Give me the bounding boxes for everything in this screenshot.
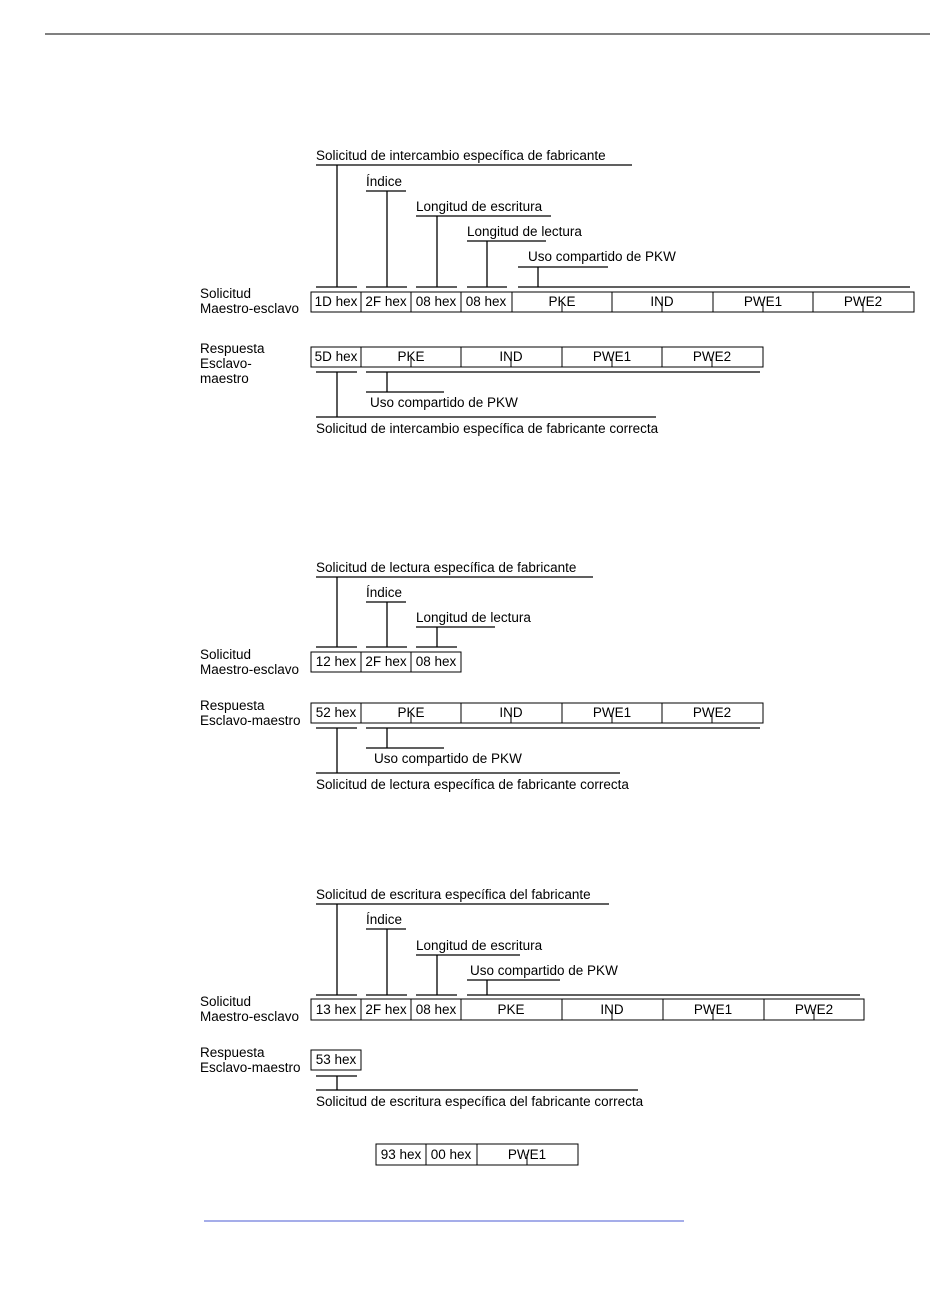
frame-cell: PKE bbox=[397, 705, 425, 720]
request-label-line2: Maestro-esclavo bbox=[200, 1009, 300, 1024]
exchange-request-title: Solicitud de intercambio específica de fabricante bbox=[316, 148, 606, 163]
diagram-read bbox=[200, 560, 763, 792]
response-label-line3: maestro bbox=[200, 371, 249, 386]
diagram-exchange bbox=[200, 148, 914, 436]
response-label-line2: Esclavo- bbox=[200, 356, 252, 371]
frame-cell: PWE1 bbox=[693, 1002, 733, 1017]
frame-cell: IND bbox=[499, 705, 523, 720]
pkw-share-label: Uso compartido de PKW bbox=[470, 963, 618, 978]
frame-cell: 08 hex bbox=[415, 654, 457, 669]
frame-cell: 2F hex bbox=[365, 1002, 407, 1017]
request-label-line2: Maestro-esclavo bbox=[200, 301, 300, 316]
frame-cell: 13 hex bbox=[315, 1002, 357, 1017]
frame-cell: 2F hex bbox=[365, 654, 407, 669]
read-request-title: Solicitud de lectura específica de fabricante bbox=[316, 560, 577, 575]
response-pkw-share-label: Uso compartido de PKW bbox=[370, 395, 518, 410]
frame-cell: 08 hex bbox=[415, 294, 457, 309]
frame-cell: PWE2 bbox=[692, 349, 732, 364]
frame-cell: 08 hex bbox=[465, 294, 507, 309]
frame-cell: 00 hex bbox=[430, 1147, 472, 1162]
response-label-line2: Esclavo-maestro bbox=[200, 1060, 301, 1075]
write-request-frame bbox=[311, 999, 864, 1020]
write-request-title: Solicitud de escritura específica del fabricante bbox=[316, 887, 591, 902]
response-label-line1: Respuesta bbox=[200, 341, 265, 356]
error-frame bbox=[376, 1144, 578, 1165]
frame-cell: PWE1 bbox=[592, 705, 632, 720]
index-label: Índice bbox=[366, 174, 403, 189]
exchange-request-frame bbox=[311, 292, 914, 312]
response-pkw-share-label: Uso compartido de PKW bbox=[374, 751, 522, 766]
write-response-title: Solicitud de escritura específica del fabricante correcta bbox=[316, 1094, 644, 1109]
read-length-label: Longitud de lectura bbox=[416, 610, 531, 625]
frame-cell: IND bbox=[650, 294, 674, 309]
write-response-frame bbox=[311, 1050, 361, 1070]
frame-cell: 52 hex bbox=[315, 705, 357, 720]
request-label-line1: Solicitud bbox=[200, 994, 252, 1009]
index-label: Índice bbox=[366, 912, 403, 927]
frame-cell: 5D hex bbox=[314, 349, 358, 364]
frame-cell: 53 hex bbox=[315, 1052, 357, 1067]
read-response-title: Solicitud de lectura específica de fabricante correcta bbox=[316, 777, 629, 792]
frame-cell: PKE bbox=[548, 294, 576, 309]
frame-cell: 08 hex bbox=[415, 1002, 457, 1017]
response-label-line1: Respuesta bbox=[200, 1045, 265, 1060]
frame-cell: PWE1 bbox=[507, 1147, 547, 1162]
frame-cell: 93 hex bbox=[380, 1147, 422, 1162]
frame-cell: PWE2 bbox=[692, 705, 732, 720]
write-length-label: Longitud de escritura bbox=[416, 938, 543, 953]
frame-cell: IND bbox=[600, 1002, 624, 1017]
frame-cell: PWE2 bbox=[843, 294, 883, 309]
frame-cell: PKE bbox=[497, 1002, 525, 1017]
write-length-label: Longitud de escritura bbox=[416, 199, 543, 214]
frame-cell: PWE1 bbox=[592, 349, 632, 364]
frame-cell: PWE1 bbox=[743, 294, 783, 309]
read-response-frame bbox=[311, 703, 763, 723]
request-label-line1: Solicitud bbox=[200, 647, 252, 662]
read-request-frame bbox=[311, 652, 461, 672]
frame-cell: IND bbox=[499, 349, 523, 364]
frame-cell: PWE2 bbox=[794, 1002, 834, 1017]
read-length-label: Longitud de lectura bbox=[467, 224, 582, 239]
response-label-line1: Respuesta bbox=[200, 698, 265, 713]
exchange-response-frame bbox=[311, 347, 763, 367]
frame-cell: 12 hex bbox=[315, 654, 357, 669]
exchange-response-title: Solicitud de intercambio específica de fabricante correcta bbox=[316, 421, 659, 436]
request-label-line2: Maestro-esclavo bbox=[200, 662, 300, 677]
response-label-line2: Esclavo-maestro bbox=[200, 713, 301, 728]
frame-cell: PKE bbox=[397, 349, 425, 364]
frame-cell: 2F hex bbox=[365, 294, 407, 309]
diagram-write bbox=[200, 887, 864, 1109]
pkw-share-label: Uso compartido de PKW bbox=[528, 249, 676, 264]
request-label-line1: Solicitud bbox=[200, 286, 252, 301]
index-label: Índice bbox=[366, 585, 403, 600]
frame-cell: 1D hex bbox=[314, 294, 358, 309]
